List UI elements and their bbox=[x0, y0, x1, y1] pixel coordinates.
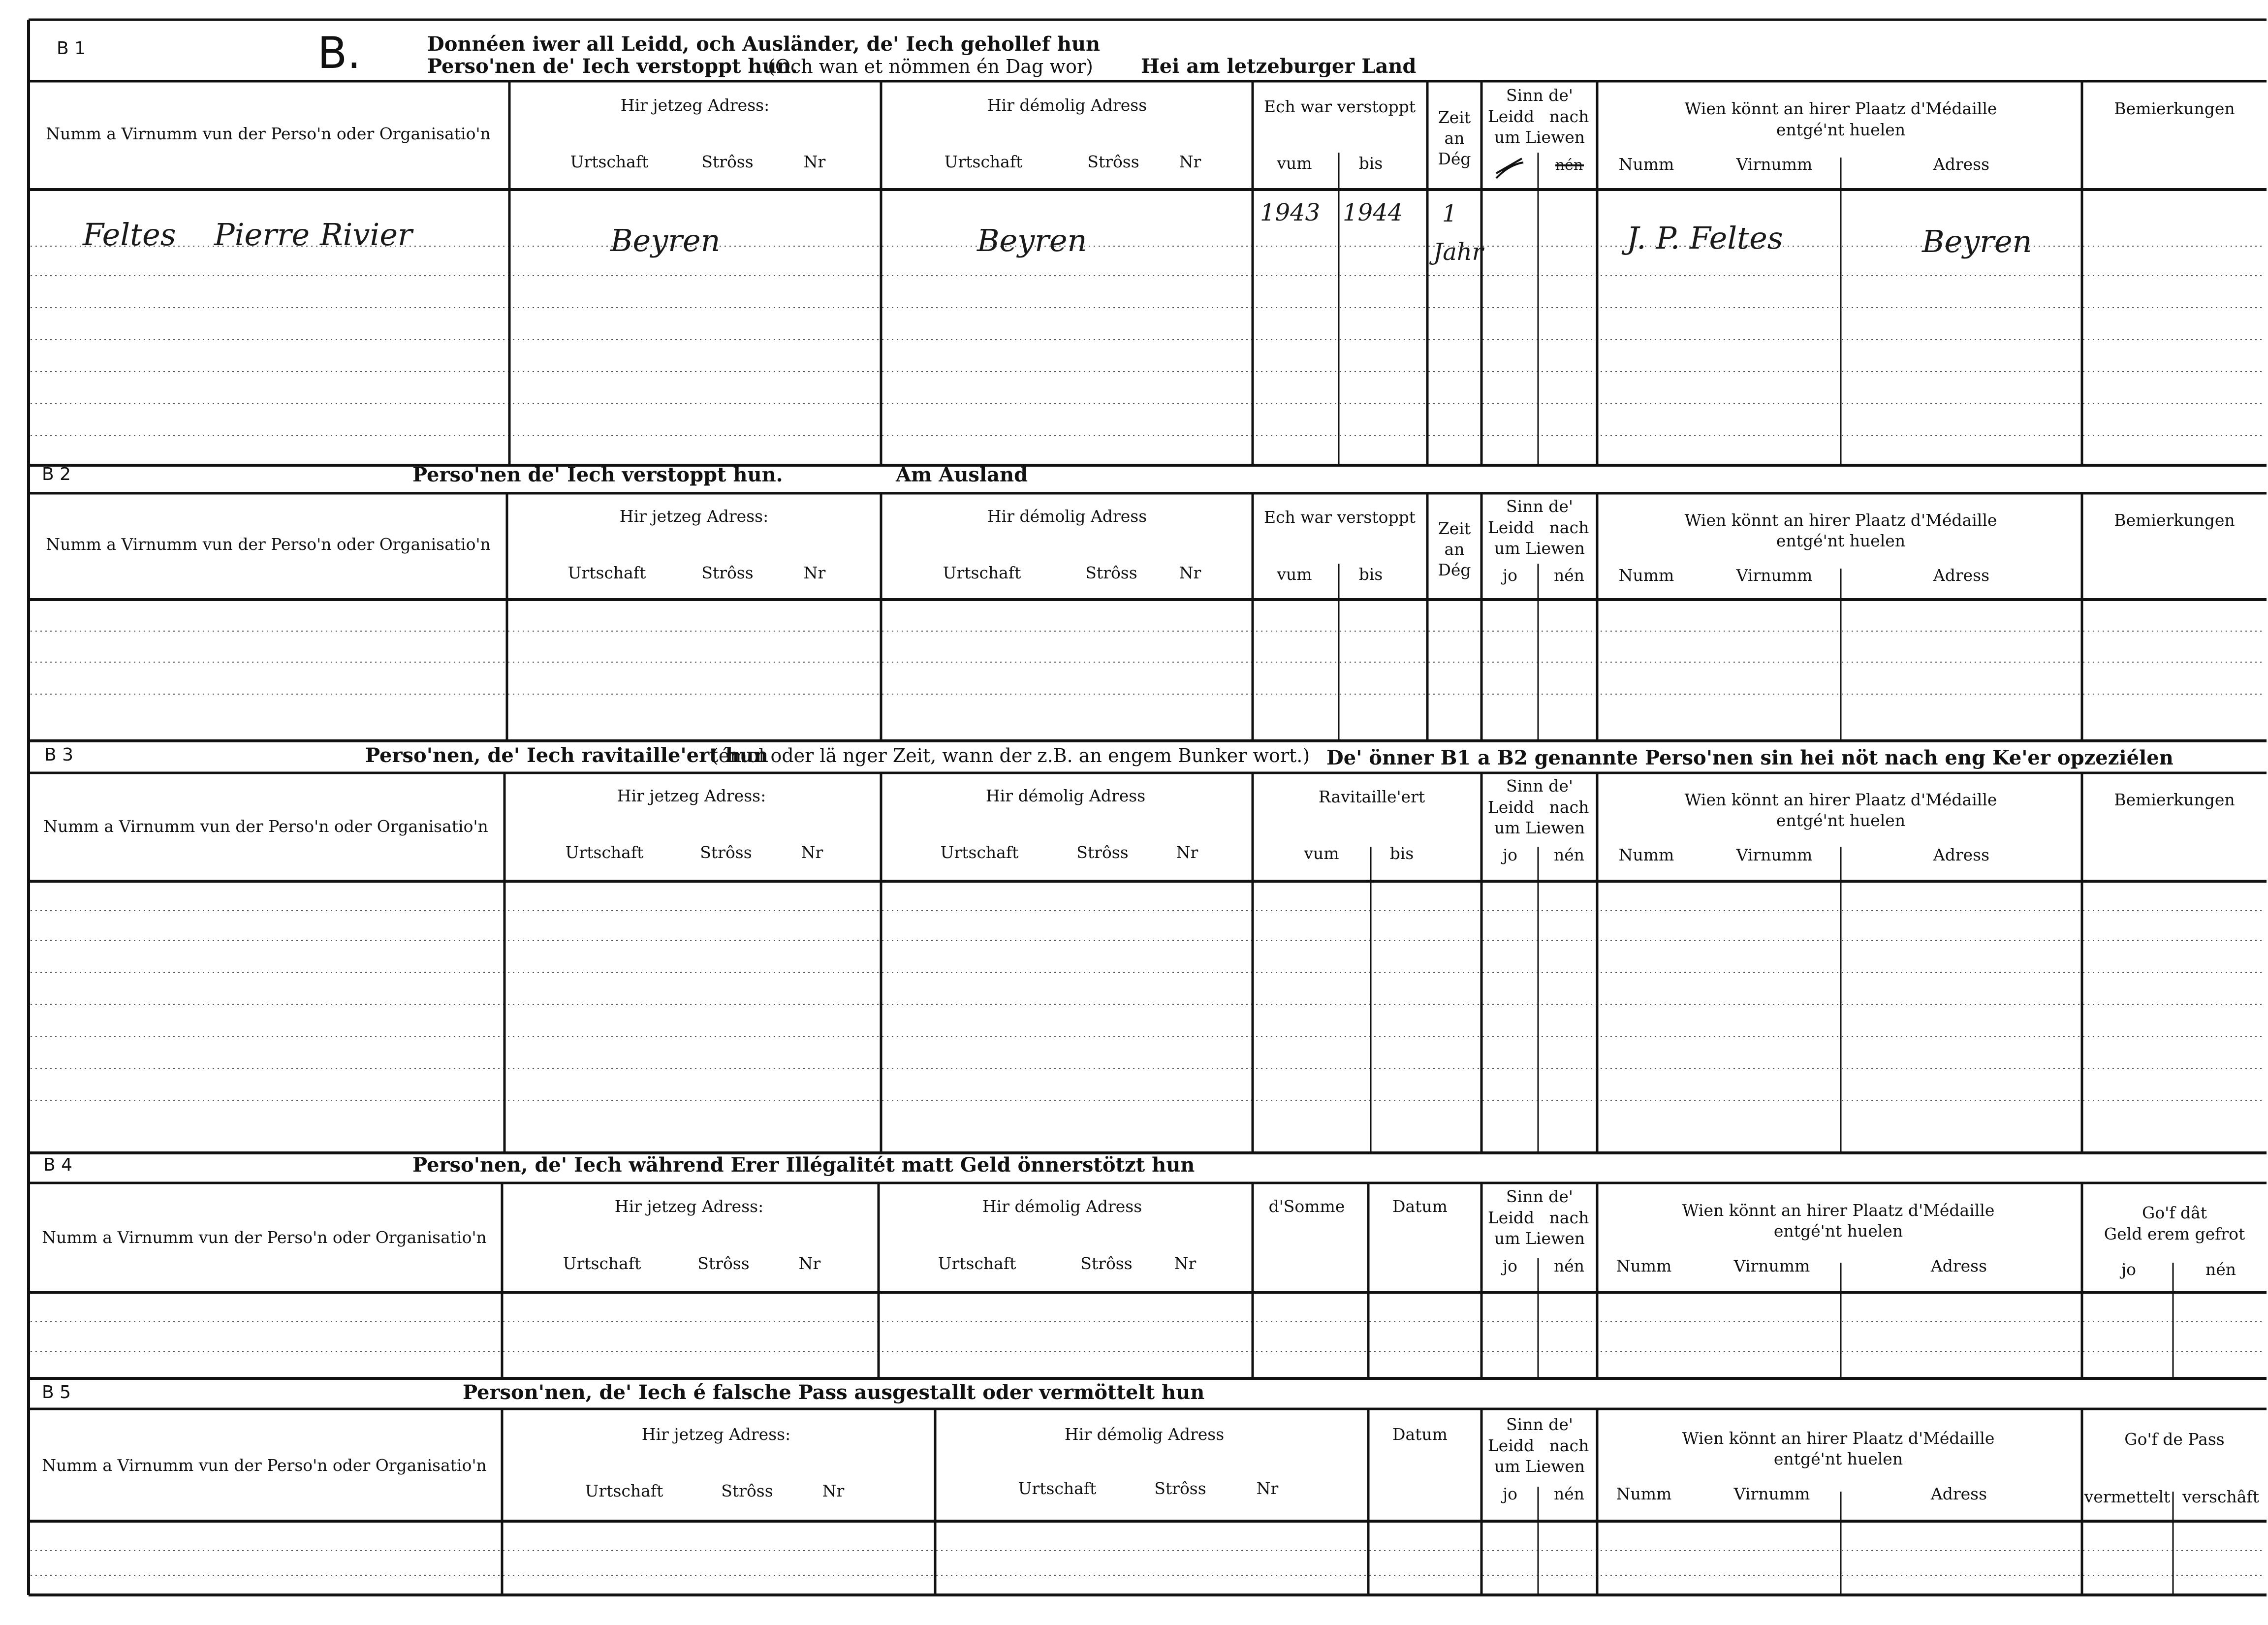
b3-yes-header: jo bbox=[1502, 845, 1518, 864]
b4-alive-header-3: um Liewen bbox=[1494, 1229, 1585, 1248]
b1-former-number-header: Nr bbox=[1179, 152, 1201, 171]
b2-remarks-header: Bemierkungen bbox=[2114, 510, 2235, 530]
b4-medal-header-1: Wien könnt an hirer Plaatz d'Médaille bbox=[1682, 1201, 1995, 1220]
b5-title: Person'nen, de' Iech é falsche Pass ausgestallt oder vermöttelt hun bbox=[463, 1381, 1205, 1404]
b2-columns bbox=[507, 493, 2082, 741]
b4-name-header: Numm a Virnumm vun der Perso'n oder Organisatio'n bbox=[42, 1228, 487, 1247]
b2-medal-header-1: Wien könnt an hirer Plaatz d'Médaille bbox=[1684, 510, 1997, 530]
b2-title: Perso'nen de' Iech verstoppt hun. bbox=[412, 463, 783, 486]
b5-date-header: Datum bbox=[1392, 1425, 1448, 1444]
b2-alive-header-3: um Liewen bbox=[1494, 539, 1585, 558]
b1-alive-header-3: um Liewen bbox=[1494, 127, 1585, 147]
b3-former-number-header: Nr bbox=[1176, 843, 1198, 862]
b4-street-header: Strôss bbox=[697, 1254, 750, 1273]
b5-number-header: Nr bbox=[822, 1481, 845, 1500]
b3-name-header: Numm a Virnumm vun der Perso'n oder Organisatio'n bbox=[43, 817, 488, 836]
b1-former-locality-header: Urtschaft bbox=[944, 152, 1023, 171]
b4-former-locality-header: Urtschaft bbox=[938, 1254, 1016, 1273]
b2-locality-header: Urtschaft bbox=[567, 563, 646, 582]
b1-street-header: Strôss bbox=[701, 152, 754, 171]
entry-hidden-to: 1944 bbox=[1343, 199, 1403, 226]
b2-alive-header-1: Sinn de' bbox=[1506, 497, 1573, 516]
b2-current-address-header: Hir jetzeg Adress: bbox=[619, 507, 769, 526]
b3-alive-header-3: um Liewen bbox=[1494, 818, 1585, 837]
b3-supplied-header: Ravitaille'ert bbox=[1318, 787, 1425, 806]
entry-extra-name: Rivier bbox=[320, 217, 412, 253]
b5-yes-header: jo bbox=[1502, 1484, 1518, 1503]
b2-street-header: Strôss bbox=[701, 563, 754, 582]
b2-medal-first-header: Virnumm bbox=[1736, 566, 1813, 585]
b2-hidden-header: Ech war verstoppt bbox=[1263, 508, 1416, 527]
b1-medal-header-2: entgé'nt huelen bbox=[1776, 120, 1906, 139]
b1-former-address-header: Hir démolig Adress bbox=[987, 96, 1147, 115]
b3-locality-header: Urtschaft bbox=[565, 843, 644, 862]
b5-medal-address-header: Adress bbox=[1930, 1484, 1987, 1503]
b4-yes-header: jo bbox=[1502, 1256, 1518, 1275]
entry-duration-unit: Jahr bbox=[1433, 238, 1483, 266]
entry-medal-recipient: J. P. Feltes bbox=[1627, 220, 1783, 256]
b2-medal-address-header: Adress bbox=[1933, 566, 1990, 585]
b4-former-address-header: Hir démolig Adress bbox=[982, 1197, 1142, 1216]
b1-alive-header-2a: Leidd bbox=[1487, 107, 1535, 126]
b2-no-header: nén bbox=[1553, 566, 1585, 585]
b1-remarks-header: Bemierkungen bbox=[2114, 99, 2235, 118]
b1-from-header: vum bbox=[1277, 154, 1312, 173]
b5-label: B 5 bbox=[42, 1382, 71, 1402]
b2-title-abroad: Am Ausland bbox=[896, 463, 1028, 486]
b2-subcolumns bbox=[1339, 564, 1841, 741]
b4-money-yes-header: jo bbox=[2121, 1260, 2137, 1279]
b3-medal-header-2: entgé'nt huelen bbox=[1776, 811, 1906, 830]
b4-medal-first-header: Virnumm bbox=[1733, 1256, 1810, 1275]
b1-to-header: bis bbox=[1358, 154, 1383, 173]
b5-former-number-header: Nr bbox=[1256, 1479, 1279, 1498]
b2-name-header: Numm a Virnumm vun der Perso'n oder Organisatio'n bbox=[46, 535, 491, 554]
b4-alive-header-2a: Leidd bbox=[1487, 1208, 1535, 1227]
b3-medal-header-1: Wien könnt an hirer Plaatz d'Médaille bbox=[1684, 790, 1997, 809]
b1-current-address-header: Hir jetzeg Adress: bbox=[620, 96, 770, 115]
b5-alive-header-3: um Liewen bbox=[1494, 1457, 1585, 1476]
b1-locality-header: Urtschaft bbox=[570, 152, 649, 171]
b2-time-header-3: Dég bbox=[1438, 560, 1471, 579]
b4-title: Perso'nen, de' Iech während Erer Illégalitét matt Geld önnerstötzt hun bbox=[412, 1153, 1195, 1177]
entry-former-locality: Beyren bbox=[977, 223, 1087, 258]
b4-number-header: Nr bbox=[798, 1254, 821, 1273]
b3-alive-header-2b: nach bbox=[1549, 797, 1589, 817]
b4-current-address-header: Hir jetzeg Adress: bbox=[614, 1197, 764, 1216]
b3-no-header: nén bbox=[1553, 845, 1585, 864]
b2-former-number-header: Nr bbox=[1179, 563, 1201, 582]
b4-subcolumns bbox=[1538, 1258, 2173, 1378]
b3-current-address-header: Hir jetzeg Adress: bbox=[617, 786, 766, 805]
b1-alive-header-2b: nach bbox=[1549, 107, 1589, 126]
b3-former-address-header: Hir démolig Adress bbox=[985, 786, 1146, 805]
b4-locality-header: Urtschaft bbox=[563, 1254, 641, 1273]
b5-medal-first-header: Virnumm bbox=[1733, 1484, 1810, 1503]
b2-former-street-header: Strôss bbox=[1085, 563, 1137, 582]
b2-alive-header-2b: nach bbox=[1549, 518, 1589, 537]
b3-subcolumns bbox=[1371, 847, 1841, 1153]
b2-from-header: vum bbox=[1277, 565, 1312, 584]
b3-former-street-header: Strôss bbox=[1076, 843, 1129, 862]
b3-label: B 3 bbox=[44, 745, 74, 765]
b1-label: B 1 bbox=[57, 38, 86, 59]
b4-medal-header-2: entgé'nt huelen bbox=[1773, 1221, 1903, 1241]
b3-former-locality-header: Urtschaft bbox=[940, 843, 1019, 862]
b1-title-country: Hei am letzeburger Land bbox=[1141, 55, 1417, 78]
b3-to-header: bis bbox=[1389, 844, 1414, 863]
b1-title-line2: Perso'nen de' Iech verstoppt hun. bbox=[427, 55, 798, 78]
b2-number-header: Nr bbox=[803, 563, 826, 582]
b5-street-header: Strôss bbox=[721, 1481, 773, 1500]
b4-money-header-2: Geld erem gefrot bbox=[2104, 1224, 2245, 1243]
b5-mediated-header: vermettelt bbox=[2084, 1487, 2171, 1506]
b3-remarks-header: Bemierkungen bbox=[2114, 790, 2235, 809]
b5-no-header: nén bbox=[1553, 1484, 1585, 1503]
b5-alive-header-1: Sinn de' bbox=[1506, 1415, 1573, 1434]
entry-medal-address: Beyren bbox=[1922, 223, 2032, 259]
b1-former-street-header: Strôss bbox=[1087, 152, 1139, 171]
b5-alive-header-2b: nach bbox=[1549, 1436, 1589, 1455]
b5-current-address-header: Hir jetzeg Adress: bbox=[641, 1425, 791, 1444]
b4-money-no-header: nén bbox=[2205, 1260, 2236, 1279]
b5-former-address-header: Hir démolig Adress bbox=[1064, 1425, 1225, 1444]
b1-time-header-3: Dég bbox=[1438, 149, 1471, 168]
b4-date-header: Datum bbox=[1392, 1197, 1448, 1216]
b1-subcolumns bbox=[1339, 153, 1841, 465]
b4-former-street-header: Strôss bbox=[1080, 1254, 1133, 1273]
entry-surname: Feltes bbox=[83, 217, 176, 253]
b1-hidden-header: Ech war verstoppt bbox=[1263, 97, 1416, 116]
b5-name-header: Numm a Virnumm vun der Perso'n oder Organisatio'n bbox=[42, 1456, 487, 1475]
b1-time-header-1: Zeit bbox=[1438, 108, 1471, 127]
b5-medal-name-header: Numm bbox=[1616, 1484, 1672, 1503]
b2-medal-name-header: Numm bbox=[1618, 566, 1674, 585]
b1-alive-header-1: Sinn de' bbox=[1506, 86, 1573, 105]
b3-medal-address-header: Adress bbox=[1933, 845, 1990, 864]
b1-medal-name-header: Numm bbox=[1618, 155, 1674, 174]
entry-firstname: Pierre bbox=[214, 217, 310, 253]
b1-no-struck: nén bbox=[1555, 157, 1583, 174]
b2-alive-header-2a: Leidd bbox=[1487, 518, 1535, 537]
b3-title-instruction: De' önner B1 a B2 genannte Perso'nen sin hei nöt nach eng Ke'er opzeziélen bbox=[1326, 746, 2174, 769]
b2-to-header: bis bbox=[1358, 565, 1383, 584]
b3-title-note: (émol oder lä nger Zeit, wann der z.B. an engem Bunker wort.) bbox=[711, 745, 1310, 766]
form-letter: B. bbox=[317, 28, 361, 78]
b4-former-number-header: Nr bbox=[1174, 1254, 1197, 1273]
entry-current-locality: Beyren bbox=[610, 223, 721, 258]
b4-medal-name-header: Numm bbox=[1616, 1256, 1672, 1275]
b2-label: B 2 bbox=[42, 464, 71, 484]
b3-alive-header-2a: Leidd bbox=[1487, 797, 1535, 817]
b5-former-street-header: Strôss bbox=[1154, 1479, 1206, 1498]
b3-medal-first-header: Virnumm bbox=[1736, 845, 1813, 864]
b3-title: Perso'nen, de' Iech ravitaille'ert hun bbox=[365, 744, 768, 767]
b1-title-line1: Donnéen iwer all Leidd, och Ausländer, de' Iech gehollef hun bbox=[427, 32, 1101, 56]
b3-street-header: Strôss bbox=[700, 843, 752, 862]
b4-sum-header: d'Somme bbox=[1268, 1197, 1345, 1216]
b5-locality-header: Urtschaft bbox=[585, 1481, 663, 1500]
b4-alive-header-2b: nach bbox=[1549, 1208, 1589, 1227]
b1-medal-first-header: Virnumm bbox=[1736, 155, 1813, 174]
b3-from-header: vum bbox=[1304, 844, 1339, 863]
b5-medal-header-2: entgé'nt huelen bbox=[1773, 1449, 1903, 1468]
b5-sold-header: verschâft bbox=[2182, 1487, 2259, 1506]
b4-medal-address-header: Adress bbox=[1930, 1256, 1987, 1275]
b1-title-note: (Och wan et nömmen én Dag wor) bbox=[768, 56, 1093, 77]
b2-time-header-1: Zeit bbox=[1438, 519, 1471, 538]
b4-no-header: nén bbox=[1553, 1256, 1585, 1275]
b5-medal-header-1: Wien könnt an hirer Plaatz d'Médaille bbox=[1682, 1429, 1995, 1448]
b1-yes-struck-mark bbox=[1496, 159, 1523, 178]
b3-medal-name-header: Numm bbox=[1618, 845, 1674, 864]
b4-label: B 4 bbox=[43, 1155, 73, 1175]
b5-former-locality-header: Urtschaft bbox=[1018, 1479, 1097, 1498]
b2-time-header-2: an bbox=[1444, 540, 1465, 559]
b4-alive-header-1: Sinn de' bbox=[1506, 1187, 1573, 1206]
b1-time-header-2: an bbox=[1444, 128, 1465, 148]
b1-name-header: Numm a Virnumm vun der Perso'n oder Organisatio'n bbox=[46, 124, 491, 143]
b4-money-header-1: Go'f dât bbox=[2142, 1203, 2207, 1222]
b2-former-locality-header: Urtschaft bbox=[943, 563, 1021, 582]
b1-medal-address-header: Adress bbox=[1933, 155, 1990, 174]
b1-number-header: Nr bbox=[803, 152, 826, 171]
b2-former-address-header: Hir démolig Adress bbox=[987, 507, 1147, 526]
b2-medal-header-2: entgé'nt huelen bbox=[1776, 531, 1906, 550]
b5-alive-header-2a: Leidd bbox=[1487, 1436, 1535, 1455]
b3-alive-header-1: Sinn de' bbox=[1506, 776, 1573, 796]
b3-number-header: Nr bbox=[801, 843, 823, 862]
dotted-rules bbox=[31, 246, 2264, 1575]
entry-hidden-from: 1943 bbox=[1260, 199, 1321, 226]
b5-pass-header: Go'f de Pass bbox=[2124, 1430, 2225, 1449]
b2-yes-header: jo bbox=[1502, 566, 1518, 585]
b1-medal-header-1: Wien könnt an hirer Plaatz d'Médaille bbox=[1684, 99, 1997, 118]
entry-duration-number: 1 bbox=[1442, 200, 1457, 227]
